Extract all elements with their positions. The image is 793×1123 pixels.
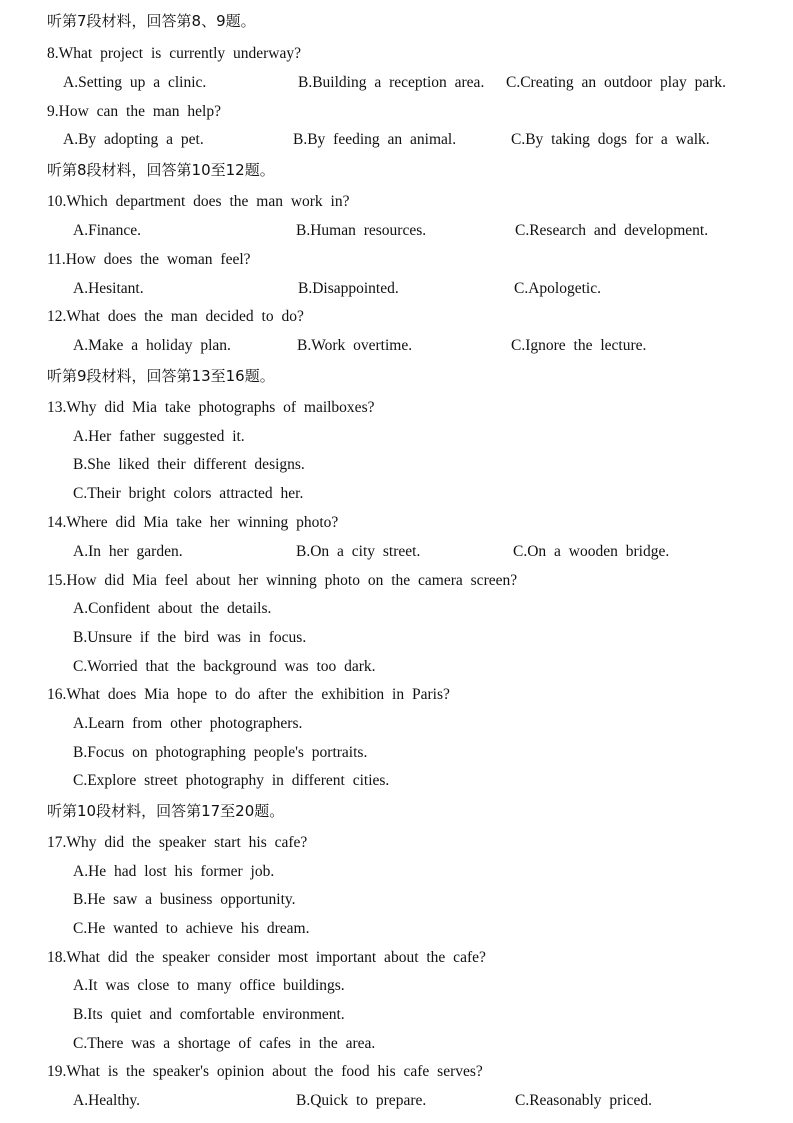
option-b: B.Its quiet and comfortable environment. (73, 1006, 345, 1023)
option-a: A.Make a holiday plan. (73, 337, 231, 354)
option-b: B.He saw a business opportunity. (73, 891, 296, 908)
question-stem: 13.Why did Mia take photographs of mailboxes? (47, 399, 375, 416)
answer-options (0, 334, 793, 358)
answer-option (0, 917, 793, 941)
answer-options (0, 1089, 793, 1113)
question-stem: 17.Why did the speaker start his cafe? (47, 834, 308, 851)
option-b: B.Work overtime. (297, 337, 413, 354)
answer-options (0, 128, 793, 152)
option-c: C.Reasonably priced. (515, 1092, 653, 1109)
option-c: C.Creating an outdoor play park. (506, 74, 727, 91)
option-b: B.Human resources. (296, 222, 427, 239)
answer-option (0, 1003, 793, 1027)
question-stem: 14.Where did Mia take her winning photo? (47, 514, 339, 531)
option-b: B.Building a reception area. (298, 74, 485, 91)
section-heading: 听第8段材料，回答第10至12题。 (47, 161, 275, 179)
option-c: C.Ignore the lecture. (511, 337, 647, 354)
option-a: A.It was close to many office buildings. (73, 977, 345, 994)
option-b: B.Focus on photographing people's portraits. (73, 744, 368, 761)
option-c: C.On a wooden bridge. (513, 543, 670, 560)
answer-options (0, 71, 793, 95)
option-c: C.Worried that the background was too dark. (73, 658, 376, 675)
answer-option (0, 712, 793, 736)
answer-option (0, 860, 793, 884)
option-a: A.He had lost his former job. (73, 863, 275, 880)
section-heading: 听第9段材料，回答第13至16题。 (47, 367, 275, 385)
option-b: B.Unsure if the bird was in focus. (73, 629, 307, 646)
option-b: B.She liked their different designs. (73, 456, 305, 473)
option-b: B.Disappointed. (298, 280, 399, 297)
option-c: C.By taking dogs for a walk. (511, 131, 710, 148)
option-c: C.Their bright colors attracted her. (73, 485, 304, 502)
answer-option (0, 1032, 793, 1056)
option-c: C.He wanted to achieve his dream. (73, 920, 310, 937)
answer-option (0, 453, 793, 477)
question-stem: 12.What does the man decided to do? (47, 308, 304, 325)
option-a: A.Finance. (73, 222, 142, 239)
question-stem: 10.Which department does the man work in? (47, 193, 350, 210)
answer-option (0, 888, 793, 912)
question-stem: 8.What project is currently underway? (47, 45, 302, 62)
option-a: A.By adopting a pet. (63, 131, 204, 148)
answer-options (0, 219, 793, 243)
option-a: A.Her father suggested it. (73, 428, 245, 445)
question-stem: 15.How did Mia feel about her winning photo on the camera screen? (47, 572, 518, 589)
answer-option (0, 741, 793, 765)
answer-option (0, 974, 793, 998)
question-stem: 16.What does Mia hope to do after the exhibition in Paris? (47, 686, 450, 703)
question-stem: 11.How does the woman feel? (47, 251, 251, 268)
option-c: C.Explore street photography in different cities. (73, 772, 390, 789)
option-b: B.By feeding an animal. (293, 131, 457, 148)
answer-options (0, 277, 793, 301)
option-a: A.Learn from other photographers. (73, 715, 303, 732)
answer-option (0, 425, 793, 449)
option-a: A.Setting up a clinic. (63, 74, 207, 91)
section-heading: 听第7段材料，回答第8、9题。 (47, 12, 256, 30)
answer-option (0, 655, 793, 679)
answer-option (0, 626, 793, 650)
option-c: C.Apologetic. (514, 280, 601, 297)
answer-option (0, 482, 793, 506)
section-heading: 听第10段材料，回答第17至20题。 (47, 802, 285, 820)
option-a: A.In her garden. (73, 543, 183, 560)
answer-option (0, 597, 793, 621)
option-a: A.Hesitant. (73, 280, 144, 297)
option-b: B.Quick to prepare. (296, 1092, 427, 1109)
option-c: C.Research and development. (515, 222, 709, 239)
answer-options (0, 540, 793, 564)
option-c: C.There was a shortage of cafes in the area. (73, 1035, 376, 1052)
question-stem: 18.What did the speaker consider most important about the cafe? (47, 949, 486, 966)
answer-option (0, 769, 793, 793)
question-stem: 9.How can the man help? (47, 103, 221, 120)
question-stem: 19.What is the speaker's opinion about the food his cafe serves? (47, 1063, 483, 1080)
option-a: A.Healthy. (73, 1092, 141, 1109)
option-a: A.Confident about the details. (73, 600, 272, 617)
option-b: B.On a city street. (296, 543, 421, 560)
